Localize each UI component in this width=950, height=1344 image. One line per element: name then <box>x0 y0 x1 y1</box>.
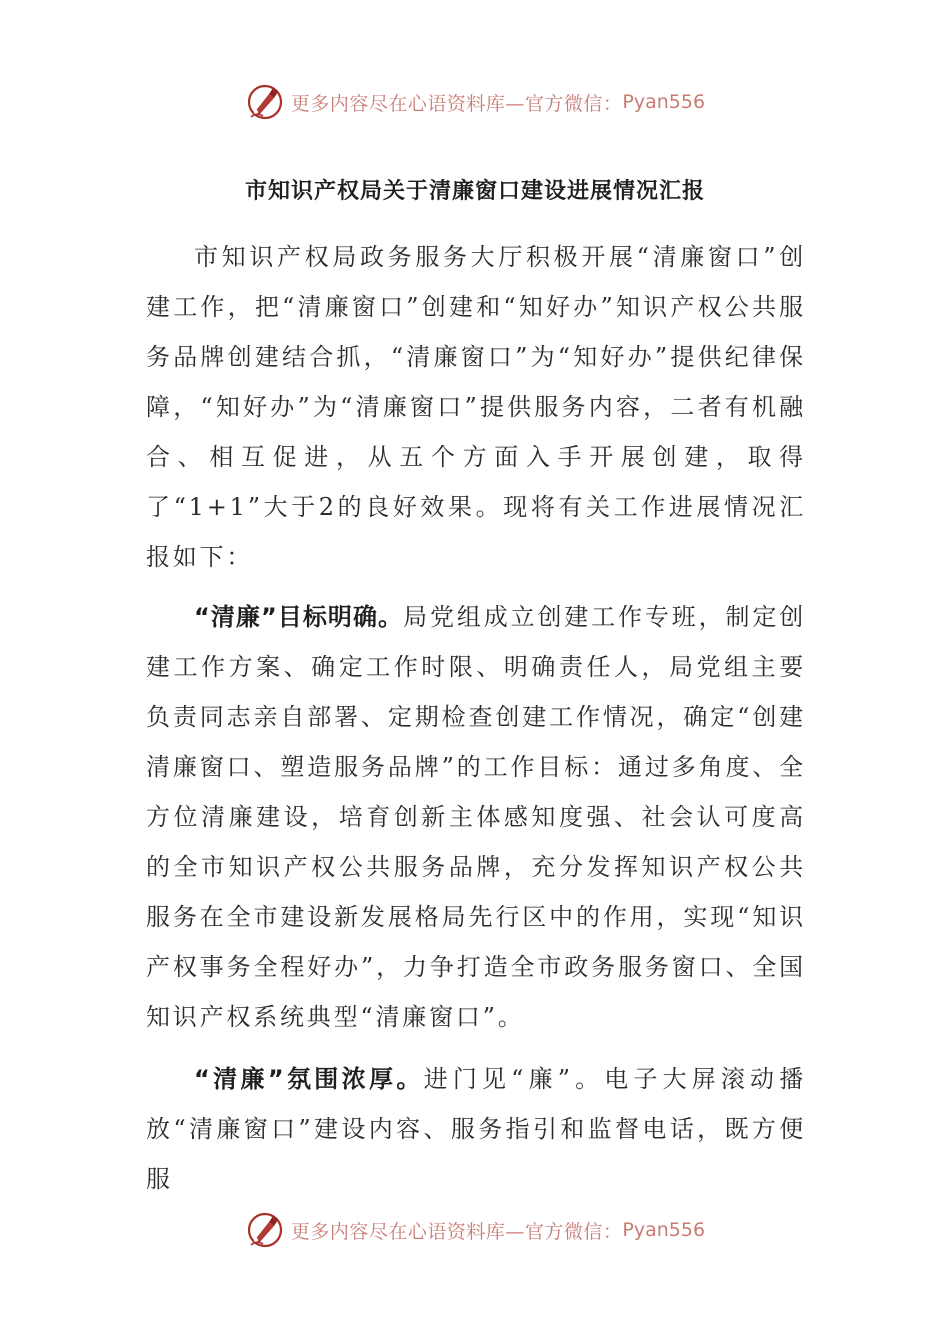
paragraph-text <box>146 1054 806 1204</box>
pen-nib-logo-icon <box>245 1210 285 1250</box>
watermark-header <box>0 82 950 122</box>
paragraph-lead-heading: “清廉”氛围浓厚。 <box>194 1065 424 1093</box>
paragraph-goals <box>146 592 806 1042</box>
paragraph-intro <box>146 232 806 582</box>
watermark-handle: Pyan556 <box>622 1219 706 1241</box>
paragraph-body: 局党组成立创建工作专班，制定创建工作方案、确定工作时限、明确责任人，局党组主要负责同志亲自部署、定期检查创建工作情况，确定“创建清廉窗口、塑造服务品牌”的工作目标：通过多角度、全方位清廉建设，培育创新主体感知度强、社会认可度高的全市知识产权公共服务品牌，充分发挥知识产权公共服务在全市建设新发展格局先行区中的作用，实现“知识产权事务全程好办”，力争打造全市政务服务窗口、全国知识产权系统典型“清廉窗口”。 <box>146 603 807 1031</box>
watermark-text: 更多内容尽在心语资料库—官方微信： <box>290 1220 623 1243</box>
paragraph-text <box>146 592 806 1042</box>
paragraph-body: 进门见“廉”。电子大屏滚动播放“清廉窗口”建设内容、服务指引和监督电话，既方便服 <box>146 1065 806 1193</box>
paragraph-body: 市知识产权局政务服务大厅积极开展“清廉窗口”创建工作，把“清廉窗口”创建和“知好办”知识产权公共服务品牌创建结合抓，“清廉窗口”为“知好办”提供纪律保障，“知好办”为“清廉窗口”提供服务内容，二者有机融合、相互促进，从五个方面入手开展创建，取得了“1+1”大于2的良好效果。现将有关工作进展情况汇报如下： <box>146 243 806 571</box>
paragraph-text <box>146 232 806 582</box>
watermark-handle: Pyan556 <box>622 91 706 113</box>
paragraph-atmosphere <box>146 1054 806 1204</box>
watermark-footer <box>0 1210 950 1250</box>
watermark-text: 更多内容尽在心语资料库—官方微信： <box>290 92 623 115</box>
pen-nib-logo-icon <box>245 82 285 122</box>
page-title: 市知识产权局关于清廉窗口建设进展情况汇报 <box>244 179 705 204</box>
paragraph-lead-heading: “清廉”目标明确。 <box>194 603 404 631</box>
